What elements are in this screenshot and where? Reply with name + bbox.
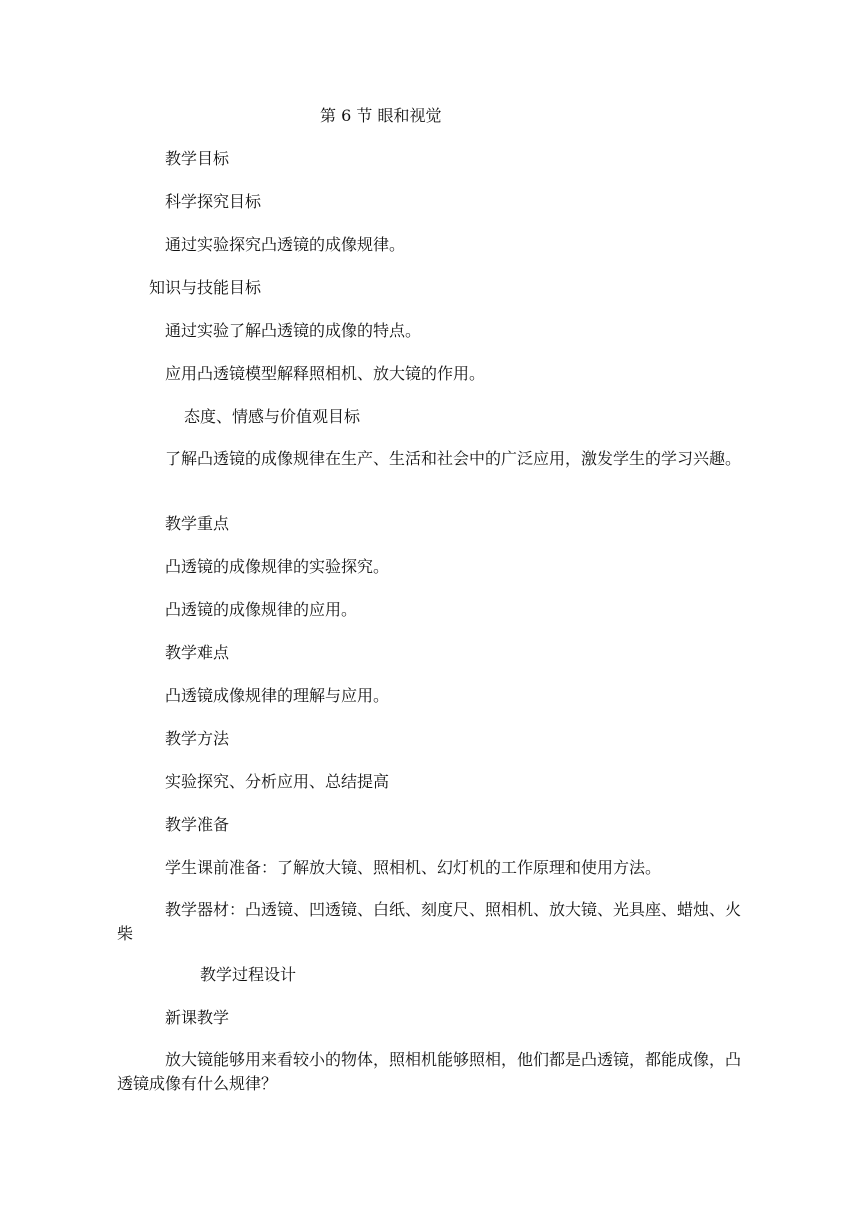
heading-teaching-preparation: 教学准备: [165, 815, 230, 834]
paragraph-knowledge-goal-1: 通过实验了解凸透镜的成像的特点。: [165, 321, 422, 340]
subheading-science-inquiry-goal: 科学探究目标: [165, 192, 262, 211]
heading-teaching-process-design: 教学过程设计: [200, 965, 297, 984]
paragraph-student-preparation: 学生课前准备：了解放大镜、照相机、幻灯机的工作原理和使用方法。: [165, 858, 662, 877]
heading-teaching-goals: 教学目标: [165, 149, 230, 168]
paragraph-knowledge-goal-2: 应用凸透镜模型解释照相机、放大镜的作用。: [165, 364, 486, 383]
document-title: 第 6 节 眼和视觉: [320, 106, 442, 125]
paragraph-key-point-2: 凸透镜的成像规律的应用。: [165, 600, 358, 619]
subheading-knowledge-skill-goal: 知识与技能目标: [149, 278, 262, 297]
paragraph-teaching-methods: 实验探究、分析应用、总结提高: [165, 772, 390, 791]
paragraph-attitude-goal: 了解凸透镜的成像规律在生产、生活和社会中的广泛应用，激发学生的学习兴趣。: [165, 449, 742, 468]
paragraph-teaching-materials: 教学器材：凸透镜、凹透镜、白纸、刻度尺、照相机、放大镜、光具座、蜡烛、火柴: [117, 900, 742, 943]
heading-key-points: 教学重点: [165, 514, 230, 533]
paragraph-inquiry-goal: 通过实验探究凸透镜的成像规律。: [165, 235, 406, 254]
heading-new-lesson: 新课教学: [165, 1008, 230, 1027]
paragraph-difficult-point: 凸透镜成像规律的理解与应用。: [165, 686, 390, 705]
paragraph-new-lesson-question: 放大镜能够用来看较小的物体，照相机能够照相，他们都是凸透镜，都能成像，凸透镜成像有什么规律？: [117, 1050, 742, 1093]
heading-difficult-points: 教学难点: [165, 643, 230, 662]
paragraph-key-point-1: 凸透镜的成像规律的实验探究。: [165, 557, 390, 576]
subheading-attitude-goal: 态度、情感与价值观目标: [184, 407, 361, 426]
heading-teaching-methods: 教学方法: [165, 729, 230, 748]
